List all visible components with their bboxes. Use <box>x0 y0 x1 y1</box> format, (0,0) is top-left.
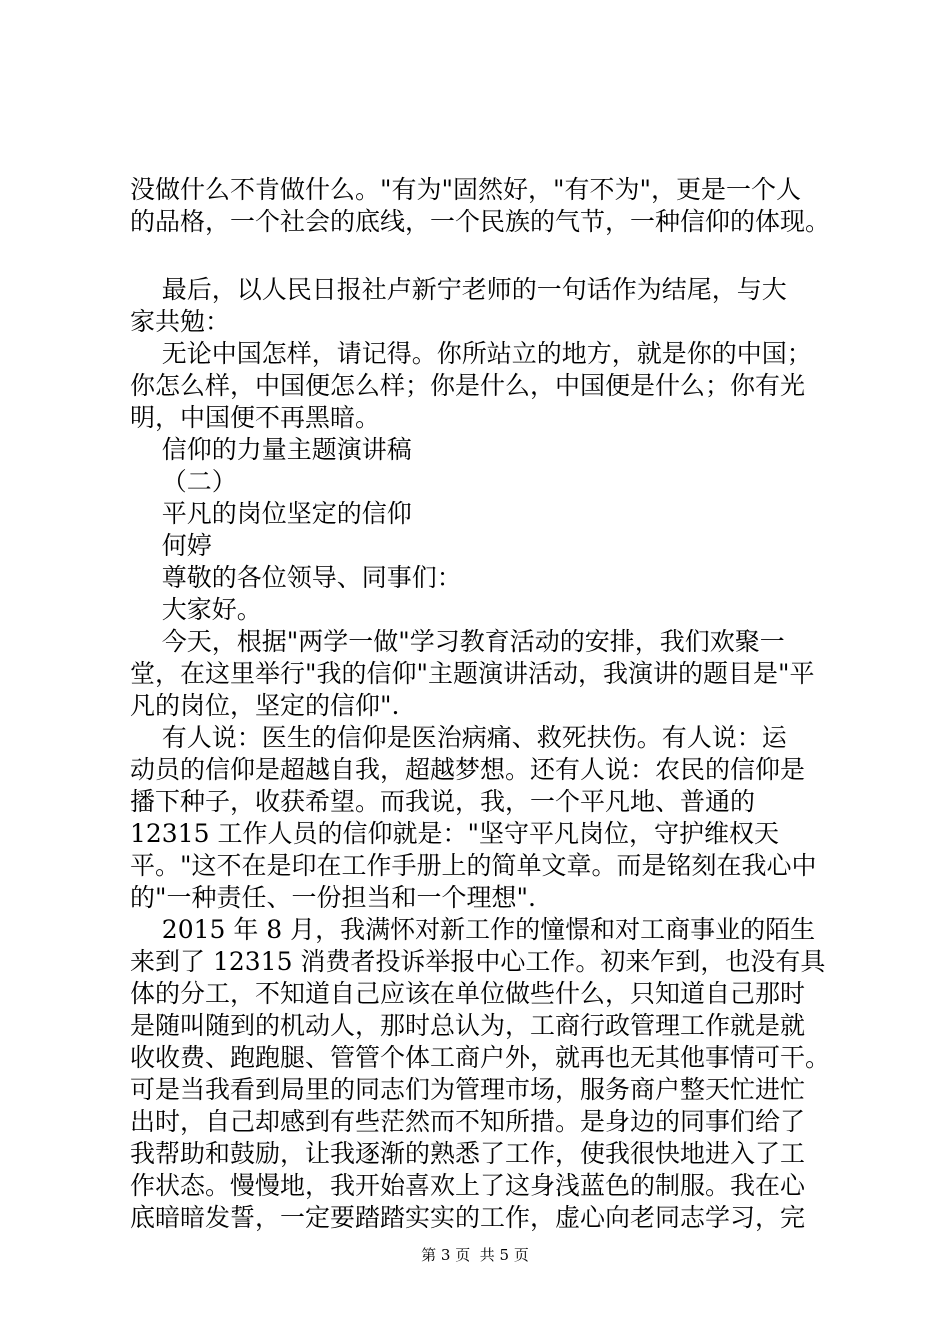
speech-subtitle: 平凡的岗位坚定的信仰 <box>130 499 412 528</box>
speech-greeting: 大家好。 <box>130 595 262 624</box>
paragraph-continuation <box>130 174 860 238</box>
text-line: 有人说：医生的信仰是医治病痛、救死扶伤。有人说：运 <box>130 723 787 752</box>
paragraph-gap <box>130 238 860 274</box>
speech-salutation: 尊敬的各位领导、同事们： <box>130 563 462 592</box>
text-line: 今天，根据"两学一做"学习教育活动的安排，我们欢聚一 <box>130 627 785 656</box>
document-body <box>130 174 860 1234</box>
text-line: 底暗暗发誓，一定要踏踏实实的工作，虚心向老同志学习，完 <box>130 1203 806 1232</box>
text-line: 播下种子，收获希望。而我说，我，一个平凡地、普通的 <box>130 787 756 816</box>
beliefs-paragraph <box>130 722 860 914</box>
text-line: 2015 年 8 月，我满怀对新工作的憧憬和对工商事业的陌生 <box>130 915 816 944</box>
text-line: 凡的岗位，坚定的信仰". <box>130 691 400 720</box>
text-line: 体的分工，不知道自己应该在单位做些什么，只知道自己那时 <box>130 979 806 1008</box>
text-line: 家共勉： <box>130 307 231 336</box>
intro-paragraph <box>130 626 860 722</box>
text-line: 无论中国怎样，请记得。你所站立的地方，就是你的中国； <box>130 339 812 368</box>
text-line: 没做什么不肯做什么。"有为"固然好，"有不为"，更是一个人 <box>130 175 801 204</box>
text-line: 最后，以人民日报社卢新宁老师的一句话作为结尾，与大 <box>130 275 787 304</box>
text-line: 我帮助和鼓励，让我逐渐的熟悉了工作，使我很快地进入了工 <box>130 1139 806 1168</box>
text-line: 平。"这不在是印在工作手册上的简单文章。而是铭刻在我心中 <box>130 851 817 880</box>
text-line: 12315 工作人员的信仰就是："坚守平凡岗位，守护维权天 <box>130 819 779 848</box>
page-number-footer: 第 3 页 共 5 页 <box>421 1246 529 1264</box>
text-line: 收收费、跑跑腿、管管个体工商户外，就再也无其他事情可干。 <box>130 1043 831 1072</box>
speech-title: 信仰的力量主题演讲稿 <box>130 435 412 464</box>
text-line: 动员的信仰是超越自我，超越梦想。还有人说：农民的信仰是 <box>130 755 806 784</box>
text-line: 明，中国便不再黑暗。 <box>130 403 381 432</box>
text-line: 是随叫随到的机动人，那时总认为，工商行政管理工作就是就 <box>130 1011 806 1040</box>
closing-paragraph <box>130 274 860 338</box>
text-line: 你怎么样，中国便怎么样；你是什么，中国便是什么；你有光 <box>130 371 806 400</box>
story-paragraph <box>130 914 860 1234</box>
text-line: 的"一种责任、一份担当和一个理想". <box>130 883 536 912</box>
text-line: 可是当我看到局里的同志们为管理市场，服务商户整天忙进忙 <box>130 1075 806 1104</box>
text-line: 来到了 12315 消费者投诉举报中心工作。初来乍到，也没有具 <box>130 947 826 976</box>
text-line: 作状态。慢慢地，我开始喜欢上了这身浅蓝色的制服。我在心 <box>130 1171 806 1200</box>
speech-heading <box>130 434 860 626</box>
speech-part: （二） <box>130 467 237 496</box>
text-line: 出时，自己却感到有些茫然而不知所措。是身边的同事们给了 <box>130 1107 806 1136</box>
text-line: 的品格，一个社会的底线，一个民族的气节，一种信仰的体现。 <box>130 207 831 236</box>
text-line: 堂，在这里举行"我的信仰"主题演讲活动，我演讲的题目是"平 <box>130 659 815 688</box>
speech-author: 何婷 <box>130 531 212 560</box>
quote-paragraph <box>130 338 860 434</box>
